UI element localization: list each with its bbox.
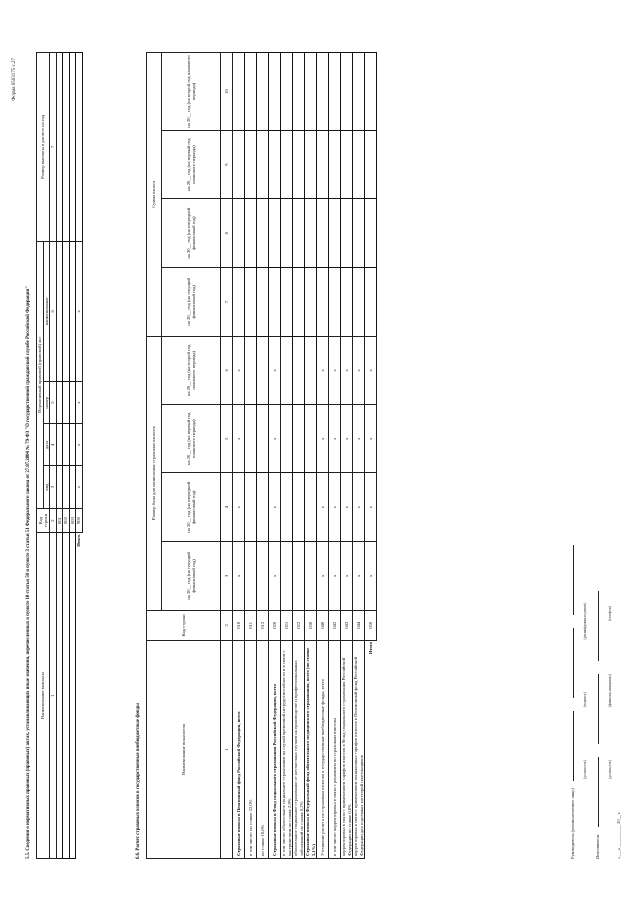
row-name: корректировка в связи с применением пониженных тарифов взносов в Пенсионный фонд Российской Федерации для отдельных категорий плательщиков xyxy=(353,640,365,858)
x-mark: х xyxy=(317,542,329,611)
caption-position: (должность) xyxy=(608,760,613,779)
colnum: 2 xyxy=(221,610,233,640)
caption-position: (должность) xyxy=(583,760,588,779)
col-name-header: Наименование выплаты xyxy=(37,533,50,859)
sub-header: на 20__ год (на второй год планового периода) xyxy=(162,53,221,131)
col-amount-header: Размер выплаты в расчете на год xyxy=(37,53,50,242)
caption-signature: (подпись) xyxy=(583,692,588,708)
sum-cell[interactable] xyxy=(233,53,245,131)
row-code: 011 xyxy=(245,610,257,640)
x-mark: х xyxy=(269,542,281,611)
table-row xyxy=(257,53,269,859)
date-line: «___» __________ 20__ г. xyxy=(616,811,621,859)
sub-header: на 20__ год (на первый год планового периода) xyxy=(162,405,221,473)
sub-header: на 20__ год (на текущий финансовый год) xyxy=(162,542,221,611)
position-line[interactable] xyxy=(573,711,574,781)
row-name: в том числе: корректировка в связи с решением по страховым взносам xyxy=(329,640,341,858)
sum-cell[interactable] xyxy=(293,53,305,131)
sub-header: на 20__ год (на очередной финансовый год) xyxy=(162,199,221,268)
table-row xyxy=(293,53,305,859)
x-mark: х xyxy=(353,542,365,611)
x-mark: х xyxy=(76,466,83,508)
sum-cell[interactable] xyxy=(281,130,293,198)
sum-cell[interactable] xyxy=(257,53,269,131)
head-label: Руководитель (уполномоченное лицо) xyxy=(570,788,575,859)
x-mark: х xyxy=(353,405,365,473)
cell[interactable] xyxy=(365,267,377,336)
colnum: 1 xyxy=(221,640,233,858)
cell[interactable] xyxy=(76,53,83,242)
row-code: 020 xyxy=(269,610,281,640)
sum-cell[interactable] xyxy=(329,199,341,268)
x-mark: х xyxy=(365,473,377,542)
x-mark: х xyxy=(353,336,365,404)
sub-header: на 20__ год (на второй год планового периода) xyxy=(162,336,221,404)
total-code: 050 xyxy=(365,610,377,640)
base-cell[interactable] xyxy=(281,336,293,404)
sum-cell[interactable] xyxy=(281,53,293,131)
sum-cell[interactable] xyxy=(245,267,257,336)
colnum: 1 xyxy=(50,533,57,859)
x-mark: х xyxy=(269,473,281,542)
row-code: 003 xyxy=(69,508,76,533)
row-code: 022 xyxy=(293,610,305,640)
table-row xyxy=(281,53,293,859)
colnum: 4 xyxy=(221,473,233,542)
base-cell[interactable] xyxy=(305,473,317,542)
table-row xyxy=(245,53,257,859)
signature-block xyxy=(570,539,620,859)
col-code-header: Код строки xyxy=(147,610,221,640)
col-act-number: номер xyxy=(43,382,50,424)
sum-cell[interactable] xyxy=(305,199,317,268)
sum-cell[interactable] xyxy=(281,199,293,268)
sum-cell[interactable] xyxy=(353,267,365,336)
sum-cell[interactable] xyxy=(269,267,281,336)
x-mark: х xyxy=(329,405,341,473)
cell[interactable] xyxy=(365,199,377,268)
total-row xyxy=(76,53,83,859)
form-number: Форма 0503175 с.27 xyxy=(12,58,17,101)
total-code: 900 xyxy=(76,508,83,533)
base-cell[interactable] xyxy=(245,336,257,404)
normative-acts-table xyxy=(36,52,83,859)
sum-cell[interactable] xyxy=(245,53,257,131)
sum-cell[interactable] xyxy=(245,199,257,268)
x-mark: х xyxy=(341,542,353,611)
sum-cell[interactable] xyxy=(293,199,305,268)
sum-cell[interactable] xyxy=(293,130,305,198)
caption-name: (расшифровка подписи) xyxy=(583,602,588,640)
cell[interactable] xyxy=(365,53,377,131)
row-code: 012 xyxy=(257,610,269,640)
x-mark: х xyxy=(76,241,83,381)
x-mark: х xyxy=(233,473,245,542)
sum-cell[interactable] xyxy=(269,53,281,131)
exec-position-line[interactable] xyxy=(598,757,599,827)
sum-cell[interactable] xyxy=(341,267,353,336)
base-cell[interactable] xyxy=(281,473,293,542)
exec-phone-line[interactable] xyxy=(598,591,599,661)
table-row xyxy=(233,53,245,859)
sum-cell[interactable] xyxy=(317,53,329,131)
sum-cell[interactable] xyxy=(269,199,281,268)
sum-cell[interactable] xyxy=(353,53,365,131)
row-name: Страховые взносы в Фонд социального страхования Российской Федерации, всего xyxy=(269,640,281,858)
row-code: 043 xyxy=(341,610,353,640)
sum-cell[interactable] xyxy=(233,267,245,336)
section-5-title: 5.5. Сведения о нормативных правовых (правовых) актах, устанавливающих иные значения, перечисленных в пункте 10 статьи 50 и пункте 3 статьи 51 Федерального закона от 27.07.2004 № 79-ФЗ "О государственной гражданской службе Российской Федерации" xyxy=(26,286,31,859)
table-row xyxy=(353,53,365,859)
sum-cell[interactable] xyxy=(305,130,317,198)
colnum: 10 xyxy=(221,53,233,131)
x-mark: х xyxy=(329,542,341,611)
cell[interactable] xyxy=(365,130,377,198)
x-mark: х xyxy=(233,405,245,473)
sum-cell[interactable] xyxy=(329,267,341,336)
table-row xyxy=(329,53,341,859)
column-numbers-row xyxy=(221,53,233,859)
base-cell[interactable] xyxy=(293,336,305,404)
row-code: 042 xyxy=(329,610,341,640)
base-cell[interactable] xyxy=(257,473,269,542)
x-mark: х xyxy=(317,405,329,473)
section-6-title: 6.6. Расчет страховых взносов в государственные внебюджетные фонды xyxy=(136,703,141,859)
base-cell[interactable] xyxy=(257,542,269,611)
col-act-type: вид xyxy=(43,466,50,508)
total-row xyxy=(365,53,377,859)
base-cell[interactable] xyxy=(305,542,317,611)
base-cell[interactable] xyxy=(293,542,305,611)
row-code: 044 xyxy=(353,610,365,640)
caption-fio: (фамилия, инициалы) xyxy=(608,674,613,708)
total-label: Итого xyxy=(368,641,374,655)
x-mark: х xyxy=(76,424,83,466)
col-base-header: Размер базы для начисления страховых взносов xyxy=(147,336,162,610)
base-cell[interactable] xyxy=(245,405,257,473)
row-name: в том числе: обязательное социальное страхование на случай временной нетрудоспособности и в связи с материнством по ставке 2,9% xyxy=(281,640,293,858)
sum-cell[interactable] xyxy=(269,130,281,198)
row-code: 030 xyxy=(305,610,317,640)
col-act-name: наименование xyxy=(43,241,50,381)
row-name: по ставке 10,0% xyxy=(257,640,269,858)
table-row xyxy=(305,53,317,859)
sum-cell[interactable] xyxy=(341,130,353,198)
sum-cell[interactable] xyxy=(245,130,257,198)
insurance-contributions-table xyxy=(146,52,377,859)
x-mark: х xyxy=(233,336,245,404)
sum-cell[interactable] xyxy=(293,267,305,336)
exec-label: Исполнитель xyxy=(595,834,601,859)
row-name: Уточнение расчета по страховым взносам в государственные внебюджетные фонды, всего xyxy=(317,640,329,858)
sub-header: на 20__ год (на первый год планового периода) xyxy=(162,130,221,198)
name-line[interactable] xyxy=(573,545,574,615)
x-mark: х xyxy=(317,336,329,404)
sub-header: на 20__ год (на текущий финансовый год) xyxy=(162,267,221,336)
colnum: 6 xyxy=(50,241,57,381)
sum-cell[interactable] xyxy=(233,199,245,268)
total-label: Итого xyxy=(76,534,82,547)
row-code: 010 xyxy=(233,610,245,640)
x-mark: х xyxy=(329,473,341,542)
signature-line[interactable] xyxy=(573,628,574,698)
x-mark: х xyxy=(233,542,245,611)
col-name-header: Наименование показателя xyxy=(147,640,221,858)
sum-cell[interactable] xyxy=(341,199,353,268)
colnum: 3 xyxy=(50,466,57,508)
base-cell[interactable] xyxy=(281,542,293,611)
sum-cell[interactable] xyxy=(233,130,245,198)
colnum: 3 xyxy=(221,542,233,611)
base-cell[interactable] xyxy=(257,405,269,473)
colnum: 7 xyxy=(221,267,233,336)
x-mark: х xyxy=(353,473,365,542)
sum-cell[interactable] xyxy=(329,130,341,198)
exec-fio-line[interactable] xyxy=(598,674,599,744)
x-mark: х xyxy=(341,336,353,404)
sum-cell[interactable] xyxy=(257,267,269,336)
sub-header: на 20__ год (на очередной финансовый год) xyxy=(162,473,221,542)
base-cell[interactable] xyxy=(293,405,305,473)
col-act-date: дата xyxy=(43,424,50,466)
base-cell[interactable] xyxy=(305,336,317,404)
sum-cell[interactable] xyxy=(341,53,353,131)
colnum: 4 xyxy=(50,424,57,466)
sum-cell[interactable] xyxy=(305,53,317,131)
sum-cell[interactable] xyxy=(317,130,329,198)
row-code: 001 xyxy=(56,508,63,533)
colnum: 8 xyxy=(221,199,233,268)
x-mark: х xyxy=(341,473,353,542)
sum-cell[interactable] xyxy=(353,130,365,198)
x-mark: х xyxy=(76,382,83,424)
colnum: 9 xyxy=(221,130,233,198)
col-code-header: Код строки xyxy=(37,508,50,533)
sum-cell[interactable] xyxy=(305,267,317,336)
table-row xyxy=(341,53,353,859)
table-row xyxy=(269,53,281,859)
row-code: 002 xyxy=(63,508,70,533)
sum-cell[interactable] xyxy=(257,130,269,198)
row-code: 021 xyxy=(281,610,293,640)
base-cell[interactable] xyxy=(281,405,293,473)
colnum: 7 xyxy=(50,53,57,242)
sum-cell[interactable] xyxy=(317,267,329,336)
row-name: Страховые взносы в Федеральный фонд обязательного медицинского страхования, всего (по ставке 5,1%) xyxy=(305,640,317,858)
x-mark: х xyxy=(341,405,353,473)
x-mark: х xyxy=(269,336,281,404)
row-name: Страховые взносы в Пенсионный фонд Российской Федерации, всего xyxy=(233,640,245,858)
colnum: 5 xyxy=(50,382,57,424)
sum-cell[interactable] xyxy=(329,53,341,131)
base-cell[interactable] xyxy=(245,473,257,542)
base-cell[interactable] xyxy=(293,473,305,542)
col-act-header: Нормативный правовой (правовой) акт xyxy=(37,241,44,508)
row-name: корректировка в связи с применением тарифов взносов в Фонд социального страхования Российской Федерации по ставке 0,0% xyxy=(341,640,353,858)
x-mark: х xyxy=(329,336,341,404)
x-mark: х xyxy=(365,336,377,404)
colnum: 5 xyxy=(221,405,233,473)
base-cell[interactable] xyxy=(245,542,257,611)
colnum: 6 xyxy=(221,336,233,404)
sum-cell[interactable] xyxy=(353,199,365,268)
base-cell[interactable] xyxy=(257,336,269,404)
row-name: обязательное социальное страхование от несчастных случаев на производстве и профессиональных заболеваний по ставке 0,2% xyxy=(293,640,305,858)
row-name: в том числе: по ставке 22,0% xyxy=(245,640,257,858)
table-row xyxy=(317,53,329,859)
sum-cell[interactable] xyxy=(281,267,293,336)
x-mark: х xyxy=(365,542,377,611)
x-mark: х xyxy=(317,473,329,542)
base-cell[interactable] xyxy=(305,405,317,473)
x-mark: х xyxy=(365,405,377,473)
col-sum-header: Сумма взноса xyxy=(147,53,162,337)
row-code: 040 xyxy=(317,610,329,640)
x-mark: х xyxy=(269,405,281,473)
sum-cell[interactable] xyxy=(317,199,329,268)
colnum: 2 xyxy=(50,508,57,533)
caption-phone: (телефон) xyxy=(608,606,613,622)
sum-cell[interactable] xyxy=(257,199,269,268)
